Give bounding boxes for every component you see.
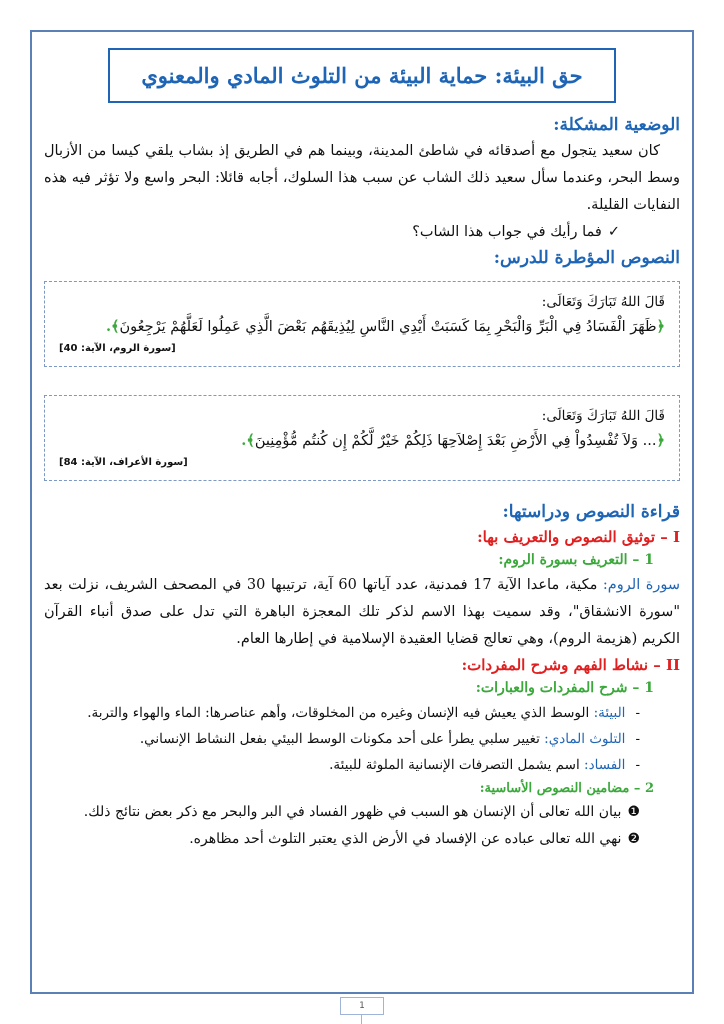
section2-sub2: 2 – مضامين النصوص الأساسية: xyxy=(479,781,654,796)
page-number: 1 xyxy=(340,997,384,1015)
quote-box-2 xyxy=(44,395,680,481)
verse-open-bracket: ﴿ xyxy=(656,432,665,449)
verse-close-bracket: ﴾. xyxy=(241,432,255,449)
number-one-icon: ❶ xyxy=(627,804,640,820)
term-label: البيئة: xyxy=(593,705,626,721)
number-two-icon: ❷ xyxy=(627,831,640,847)
problem-text: كان سعيد يتجول مع أصدقائه في شاطئ المدينة، وبينما هم في الطريق إذ بشاب يلقي كيسا من الأزبال وسط البحر، وعندما سأل سعيد ذلك الشاب عن سبب هذا السلوك، أجابه قائلا: البحر واسع ولا تؤثر فيه هذه النفايات القليلة. xyxy=(44,143,680,213)
verse-text: ظَهَرَ الْفَسَادُ فِي الْبَرِّ وَالْبَحْرِ بِمَا كَسَبَتْ أَيْدِي النَّاسِ لِيُذِيقَهُم بَعْضَ الَّذِي عَمِلُوا لَعَلَّهُمْ يَرْجِعُونَ xyxy=(119,319,657,335)
page-number-tick xyxy=(361,1015,362,1024)
section1-heading: I – توثيق النصوص والتعريف بها: xyxy=(477,528,680,546)
list-item xyxy=(44,799,640,826)
term-definition: تغيير سلبي يطرأ على أحد مكونات الوسط البيئي بفعل النشاط الإنساني. xyxy=(139,731,545,747)
term-label: التلوث المادي: xyxy=(544,731,626,747)
quote-verse xyxy=(59,428,665,454)
list-item: -البيئة: الوسط الذي يعيش فيه الإنسان وغيره من المخلوقات، وأهم عناصرها: الماء والهواء والتربة. xyxy=(87,705,640,721)
question-line xyxy=(44,219,620,245)
quote-box-1 xyxy=(44,281,680,367)
term-definition: الوسط الذي يعيش فيه الإنسان وغيره من المخلوقات، وأهم عناصرها: الماء والهواء والتربة. xyxy=(87,705,594,721)
list-item xyxy=(44,826,640,853)
verse-open-bracket: ﴿ xyxy=(656,318,665,335)
point-text: بيان الله تعالى أن الإنسان هو السبب في ظهور الفساد في البر والبحر مع ذكر بعض نتائج ذلك. xyxy=(83,804,622,820)
page-title: حق البيئة: حماية البيئة من التلوث المادي والمعنوي xyxy=(141,63,583,88)
content xyxy=(44,112,680,853)
reading-heading: قراءة النصوص ودراستها: xyxy=(502,502,680,522)
quote-intro: قَالَ اللهُ تَبَارَكَ وَتَعَالَى: xyxy=(541,408,665,424)
point-text: نهي الله تعالى عباده عن الإفساد في الأرض الذي يعتبر التلوث أحد مظاهره. xyxy=(189,831,622,847)
verse-reference: [سورة الروم، الآية: 40] xyxy=(59,343,176,354)
list-item: -الفساد: اسم يشمل التصرفات الإنسانية الملوثة للبيئة. xyxy=(329,757,640,773)
check-icon: ✓ xyxy=(607,224,620,240)
section2-heading: II – نشاط الفهم وشرح المفردات: xyxy=(461,656,680,674)
verse-text: ... وَلاَ تُفْسِدُواْ فِي الأَرْضِ بَعْدَ إِصْلاَحِهَا ذَلِكُمْ خَيْرٌ لَّكُمْ إِن كُنتُم مُّؤْمِنِينَ xyxy=(254,433,657,449)
surah-paragraph xyxy=(44,572,680,653)
surah-name: سورة الروم: xyxy=(602,577,680,593)
title-box xyxy=(108,48,616,103)
quote-verse xyxy=(59,314,665,340)
term-label: الفساد: xyxy=(584,757,626,773)
texts-heading: النصوص المؤطرة للدرس: xyxy=(493,248,680,268)
quote-intro: قَالَ اللهُ تَبَارَكَ وَتَعَالَى: xyxy=(541,294,665,310)
section1-sub1: 1 – التعريف بسورة الروم: xyxy=(498,552,654,568)
surah-text: مكية، ماعدا الآية 17 فمدنية، عدد آياتها 60 آية، ترتيبها 30 في المصحف الشريف، نزلت بعد "سورة الانشقاق"، وقد سميت بهذا الاسم لذكر تلك المعجزة الباهرة التي تدل على صدق أنباء القرآن الكريم (هزيمة الروم)، وهي تعالج قضايا العقيدة الإسلامية في إطارها العام. xyxy=(44,577,680,647)
verse-reference: [سورة الأعراف، الآية: 84] xyxy=(59,457,188,468)
term-definition: اسم يشمل التصرفات الإنسانية الملوثة للبيئة. xyxy=(329,757,585,773)
question-text: فما رأيك في جواب هذا الشاب؟ xyxy=(412,224,602,240)
section2-sub1: 1 – شرح المفردات والعبارات: xyxy=(475,680,654,696)
list-item: -التلوث المادي: تغيير سلبي يطرأ على أحد مكونات الوسط البيئي بفعل النشاط الإنساني. xyxy=(139,731,640,747)
verse-close-bracket: ﴾. xyxy=(105,318,120,335)
problem-heading: الوضعية المشكلة: xyxy=(553,115,680,135)
